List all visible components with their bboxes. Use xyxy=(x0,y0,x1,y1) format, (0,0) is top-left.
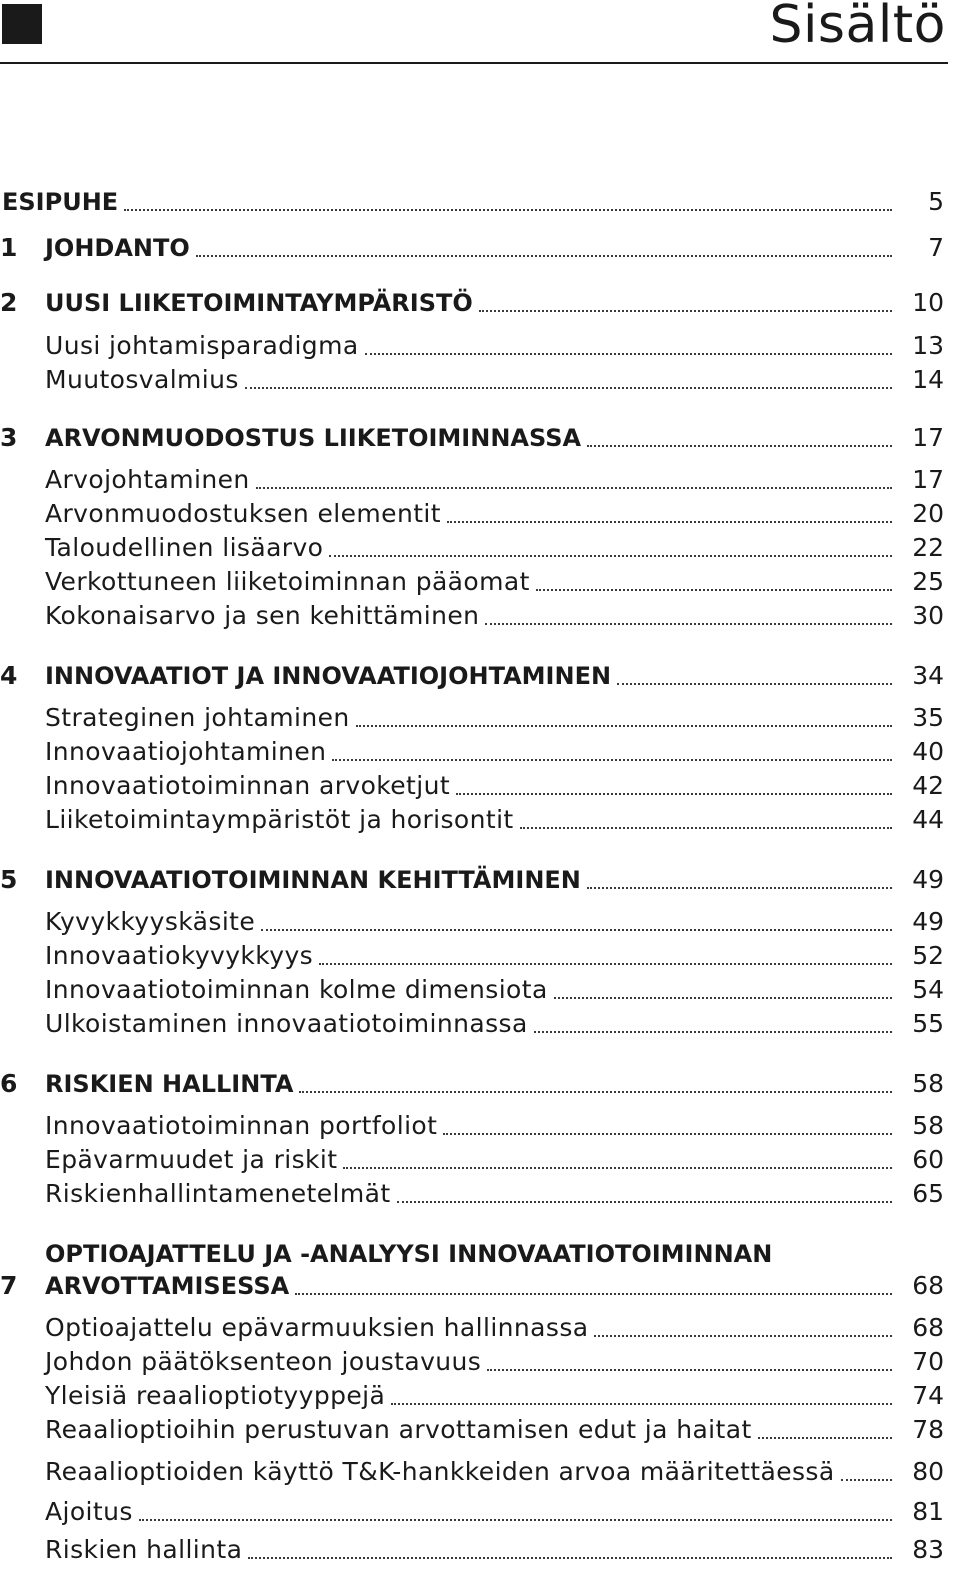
dot-leader xyxy=(299,1089,892,1093)
toc-entry-line xyxy=(45,772,892,800)
page-number: 10 xyxy=(912,288,944,317)
toc-entry[interactable] xyxy=(0,422,944,456)
page-number: 81 xyxy=(912,1497,944,1526)
page-number: 5 xyxy=(928,187,944,216)
toc-entry[interactable] xyxy=(0,287,944,321)
section-title: Uusi johtamisparadigma xyxy=(45,331,359,360)
toc-entry-7-title-line1: OPTIOAJATTELU JA -ANALYYSI INNOVAATIOTOIMINNAN xyxy=(45,1240,773,1268)
toc-entry-line xyxy=(45,1348,892,1376)
page-number: 55 xyxy=(912,1009,944,1038)
toc-entry-line xyxy=(45,942,892,970)
dot-leader xyxy=(332,757,892,761)
dot-leader xyxy=(196,253,892,257)
toc-entry-line xyxy=(45,500,892,528)
page-number: 14 xyxy=(912,365,944,394)
page-number: 49 xyxy=(912,865,944,894)
section-title: Kyvykkyyskäsite xyxy=(45,907,256,936)
toc-entry-line xyxy=(45,289,892,317)
page-number: 22 xyxy=(912,533,944,562)
page-number: 83 xyxy=(912,1535,944,1564)
page-number: 13 xyxy=(912,331,944,360)
dot-leader xyxy=(245,385,892,389)
chapter-number: 1 xyxy=(0,233,18,262)
page-number: 68 xyxy=(912,1313,944,1342)
page-number: 17 xyxy=(912,465,944,494)
page-number: 78 xyxy=(912,1415,944,1444)
dot-leader xyxy=(391,1401,892,1405)
dot-leader xyxy=(261,927,892,931)
section-title: Optioajattelu epävarmuuksien hallinnassa xyxy=(45,1313,589,1342)
chapter-title: INNOVAATIOT JA INNOVAATIOJOHTAMINEN xyxy=(45,662,612,690)
dot-leader xyxy=(319,961,892,965)
toc-entry[interactable] xyxy=(0,232,944,266)
toc-entry[interactable] xyxy=(0,1346,944,1380)
page-number: 35 xyxy=(912,703,944,732)
toc-entry-line xyxy=(45,534,892,562)
page-number: 40 xyxy=(912,737,944,766)
dot-leader xyxy=(447,519,892,523)
page-number: 70 xyxy=(912,1347,944,1376)
toc-entry-line xyxy=(45,332,892,360)
chapter-number: 4 xyxy=(0,661,18,690)
toc-entry[interactable] xyxy=(0,1496,944,1530)
page-number: 17 xyxy=(912,423,944,452)
section-title: Arvojohtaminen xyxy=(45,465,250,494)
toc-entry-line xyxy=(45,424,892,452)
toc-entry[interactable] xyxy=(0,1456,944,1490)
page-header xyxy=(0,0,948,64)
toc-entry[interactable] xyxy=(0,1414,944,1448)
dot-leader xyxy=(256,485,892,489)
toc-entry[interactable] xyxy=(0,1380,944,1414)
toc-entry-line xyxy=(45,568,892,596)
dot-leader xyxy=(487,1367,892,1371)
section-title: Strateginen johtaminen xyxy=(45,703,350,732)
chapter-number: 2 xyxy=(0,288,18,317)
section-title: Arvonmuodostuksen elementit xyxy=(45,499,441,528)
toc-entry-line xyxy=(45,602,892,630)
page-number: 44 xyxy=(912,805,944,834)
dot-leader xyxy=(841,1477,892,1481)
section-title: Innovaatiokyvykkyys xyxy=(45,941,314,970)
page-number: 58 xyxy=(912,1111,944,1140)
toc-entry[interactable] xyxy=(0,464,944,498)
section-title: Epävarmuudet ja riskit xyxy=(45,1145,338,1174)
page-title: Sisältö xyxy=(769,0,946,55)
toc-entry[interactable] xyxy=(0,186,944,220)
dot-leader xyxy=(329,553,892,557)
toc-entry[interactable] xyxy=(0,330,944,364)
toc-entry-line xyxy=(45,1498,892,1526)
chapter-number: 3 xyxy=(0,423,18,452)
section-title: Liiketoimintaympäristöt ja horisontit xyxy=(45,805,514,834)
toc-entry[interactable] xyxy=(0,532,944,566)
toc-entry-line xyxy=(45,1382,892,1410)
toc-entry-line xyxy=(45,662,892,690)
dot-leader xyxy=(520,825,892,829)
toc-entry[interactable] xyxy=(0,498,944,532)
section-title: Ajoitus xyxy=(45,1497,133,1526)
toc-entry[interactable] xyxy=(0,736,944,770)
chapter-number: 5 xyxy=(0,865,18,894)
toc-entry-line xyxy=(45,1146,892,1174)
dot-leader xyxy=(248,1555,892,1559)
toc-entry[interactable] xyxy=(0,940,944,974)
toc-entry-line xyxy=(45,738,892,766)
toc-entry-line xyxy=(45,1416,892,1444)
page-number: 25 xyxy=(912,567,944,596)
toc-entry-line xyxy=(45,704,892,732)
page-number: 30 xyxy=(912,601,944,630)
dot-leader xyxy=(534,1029,892,1033)
dot-leader xyxy=(397,1199,892,1203)
dot-leader xyxy=(587,443,892,447)
dot-leader xyxy=(443,1131,892,1135)
page-number: 34 xyxy=(912,661,944,690)
toc-entry[interactable] xyxy=(0,804,944,838)
page-number: 74 xyxy=(912,1381,944,1410)
dot-leader xyxy=(485,621,892,625)
page-number: 60 xyxy=(912,1145,944,1174)
section-title: Reaalioptioihin perustuvan arvottamisen edut ja haitat xyxy=(45,1415,752,1444)
section-title: Innovaatiotoiminnan portfoliot xyxy=(45,1111,438,1140)
toc-entry-line xyxy=(45,234,892,262)
toc-entry-line xyxy=(45,366,892,394)
page-number: 80 xyxy=(912,1457,944,1486)
section-title: Kokonaisarvo ja sen kehittäminen xyxy=(45,601,480,630)
toc-entry[interactable] xyxy=(0,1178,944,1212)
dot-leader xyxy=(365,351,892,355)
chapter-title: ARVONMUODOSTUS LIIKETOIMINNASSA xyxy=(45,424,582,452)
toc-entry-line xyxy=(45,1458,892,1486)
toc-entry[interactable] xyxy=(0,702,944,736)
dot-leader xyxy=(758,1435,892,1439)
toc-entry[interactable] xyxy=(0,1270,944,1304)
section-title: Innovaatiotoiminnan arvoketjut xyxy=(45,771,451,800)
section-title: Johdon päätöksenteon joustavuus xyxy=(45,1347,482,1376)
toc-entry-line xyxy=(45,908,892,936)
page-number: 58 xyxy=(912,1069,944,1098)
chapter-title: UUSI LIIKETOIMINTAYMPÄRISTÖ xyxy=(45,289,473,317)
toc-entry[interactable] xyxy=(0,1110,944,1144)
toc-entry-line xyxy=(45,466,892,494)
page-number: 68 xyxy=(912,1271,944,1300)
toc-entry[interactable] xyxy=(0,770,944,804)
chapter-title: JOHDANTO xyxy=(45,234,190,262)
dot-leader xyxy=(594,1333,892,1337)
dot-leader xyxy=(356,723,892,727)
toc-entry[interactable] xyxy=(0,566,944,600)
page-number: 54 xyxy=(912,975,944,1004)
chapter-title: INNOVAATIOTOIMINNAN KEHITTÄMINEN xyxy=(45,866,581,894)
section-title: Riskien hallinta xyxy=(45,1535,243,1564)
toc-entry-line xyxy=(45,976,892,1004)
chapter-title: RISKIEN HALLINTA xyxy=(45,1070,294,1098)
page-number: 20 xyxy=(912,499,944,528)
toc-entry[interactable] xyxy=(0,1534,944,1568)
dot-leader xyxy=(536,587,892,591)
page-number: 65 xyxy=(912,1179,944,1208)
toc-entry-line xyxy=(45,1314,892,1342)
toc-entry[interactable] xyxy=(0,600,944,634)
dot-leader xyxy=(343,1165,892,1169)
dot-leader xyxy=(554,995,892,999)
black-square-marker xyxy=(2,4,42,44)
toc-entry-line xyxy=(2,188,892,216)
toc-entry-line xyxy=(45,1180,892,1208)
toc-entry-line xyxy=(45,1010,892,1038)
chapter-number: 7 xyxy=(0,1271,18,1300)
toc-entry[interactable] xyxy=(0,906,944,940)
dot-leader xyxy=(479,308,892,312)
toc-entry[interactable] xyxy=(0,974,944,1008)
toc-entry[interactable] xyxy=(0,864,944,898)
section-title: Ulkoistaminen innovaatiotoiminnassa xyxy=(45,1009,528,1038)
toc-entry[interactable] xyxy=(0,1068,944,1102)
toc-entry[interactable] xyxy=(0,1144,944,1178)
toc-entry-line xyxy=(45,866,892,894)
section-title: Taloudellinen lisäarvo xyxy=(45,533,324,562)
dot-leader xyxy=(124,207,892,211)
section-title: Yleisiä reaalioptiotyyppejä xyxy=(45,1381,386,1410)
section-title: Reaalioptioiden käyttö T&K-hankkeiden arvoa määritettäessä xyxy=(45,1457,835,1486)
dot-leader xyxy=(456,791,892,795)
toc-entry[interactable] xyxy=(0,364,944,398)
page-number: 42 xyxy=(912,771,944,800)
chapter-title: ESIPUHE xyxy=(2,188,119,216)
toc-entry[interactable] xyxy=(0,660,944,694)
toc-entry-line xyxy=(45,1070,892,1098)
dot-leader xyxy=(139,1517,892,1521)
chapter-number: 6 xyxy=(0,1069,18,1098)
page-number: 52 xyxy=(912,941,944,970)
section-title: Riskienhallintamenetelmät xyxy=(45,1179,391,1208)
toc-entry-line xyxy=(45,1272,892,1300)
chapter-title: ARVOTTAMISESSA xyxy=(45,1272,290,1300)
dot-leader xyxy=(587,885,892,889)
dot-leader xyxy=(617,681,892,685)
section-title: Muutosvalmius xyxy=(45,365,239,394)
section-title: Innovaatiotoiminnan kolme dimensiota xyxy=(45,975,548,1004)
page-number: 49 xyxy=(912,907,944,936)
section-title: Innovaatiojohtaminen xyxy=(45,737,327,766)
page-number: 7 xyxy=(928,233,944,262)
toc-entry-line xyxy=(45,1112,892,1140)
toc-entry[interactable] xyxy=(0,1312,944,1346)
toc-entry-line xyxy=(45,806,892,834)
dot-leader xyxy=(295,1291,892,1295)
toc-entry-line xyxy=(45,1536,892,1564)
section-title: Verkottuneen liiketoiminnan pääomat xyxy=(45,567,530,596)
toc-entry[interactable] xyxy=(0,1008,944,1042)
